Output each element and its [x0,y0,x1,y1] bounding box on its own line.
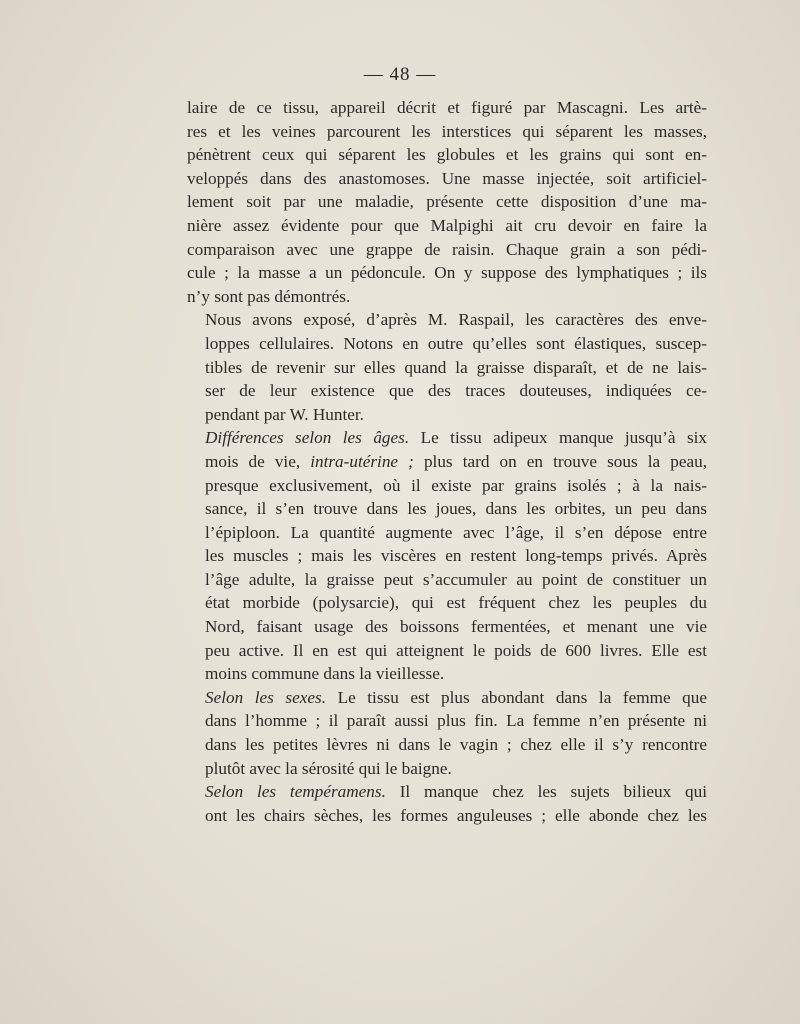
text-line [187,686,707,710]
text-line [187,143,707,167]
text-run: dans les petites lèvres ni dans le vagin ; chez elle il s’y rencontre [205,735,707,755]
italic-run: intra-utérine ; [310,451,414,471]
text-run: comparaison avec une grappe de raisin. Chaque grain a son pédi- [187,239,707,259]
text-line [187,238,707,262]
text-line [187,356,707,380]
text-line [187,379,707,403]
text-run: moins commune dans la vieillesse. [205,664,445,684]
text-run: peu active. Il en est qui atteignent le poids de 600 livres. Elle est [205,640,707,660]
text-run: pénètrent ceux qui séparent les globules et les grains qui sont en- [187,145,707,165]
text-run: Nord, faisant usage des boissons fermentées, et menant une vie [205,617,707,637]
text-line [187,261,707,285]
text-line [187,497,707,521]
text-line [187,403,707,427]
text-line [187,450,707,474]
text-run: loppes cellulaires. Notons en outre qu’elles sont élastiques, suscep- [205,333,707,353]
text-run: pendant par W. Hunter. [205,404,364,424]
text-run: l’âge adulte, la graisse peut s’accumuler au point de constituer un [205,569,707,589]
text-run: Le tissu adipeux manque jusqu’à six [409,428,707,448]
italic-run: Différences selon les âges. [205,428,410,448]
text-run: res et les veines parcourent les interstices qui séparent les masses, [187,121,707,141]
text-line [187,120,707,144]
paragraph [187,686,707,780]
text-line [187,757,707,781]
text-line [187,474,707,498]
text-run: mois de vie, [205,451,311,471]
text-run: les muscles ; mais les viscères en restent long-temps privés. Après [205,546,707,566]
text-run: nière assez évidente pour que Malpighi ait cru devoir en faire la [187,215,707,235]
text-line [187,214,707,238]
text-line [187,521,707,545]
text-line [187,190,707,214]
text-run: ont les chairs sèches, les formes anguleuses ; elle abonde chez les [205,805,707,825]
text-line [187,96,707,120]
text-run: sance, il s’en trouve dans les joues, dans les orbites, un peu dans [205,499,707,519]
text-line [187,167,707,191]
italic-run: Selon les sexes. [205,687,326,707]
text-line [187,332,707,356]
text-line [187,308,707,332]
text-run: Nous avons exposé, d’après M. Raspail, les caractères des enve- [205,310,707,330]
text-run: plus tard on en trouve sous la peau, [413,451,707,471]
text-run: n’y sont pas démontrés. [187,286,351,306]
paragraph [187,780,707,827]
text-line [187,780,707,804]
text-run: ser de leur existence que des traces douteuses, indiquées ce- [205,381,707,401]
text-line [187,804,707,828]
text-line [187,615,707,639]
text-line [187,285,707,309]
text-line [187,639,707,663]
text-run: dans l’homme ; il paraît aussi plus fin. La femme n’en présente ni [205,711,707,731]
text-run: laire de ce tissu, appareil décrit et figuré par Mascagni. Les artè- [187,98,707,117]
text-run: veloppés dans des anastomoses. Une masse injectée, soit artificiel- [187,168,707,188]
text-line [187,426,707,450]
text-line [187,591,707,615]
text-run: plutôt avec la sérosité qui le baigne. [205,758,452,778]
text-run: tibles de revenir sur elles quand la graisse disparaît, et de ne lais- [205,357,707,377]
text-line [187,662,707,686]
text-run: Il manque chez les sujets bilieux qui [385,782,707,802]
text-run: Le tissu est plus abondant dans la femme que [326,687,708,707]
italic-run: Selon les tempéramens. [205,782,386,802]
text-run: l’épiploon. La quantité augmente avec l’âge, il s’en dépose entre [205,522,707,542]
text-run: lement soit par une maladie, présente cette disposition d’une ma- [187,192,707,212]
page-number: — 48 — [363,64,437,85]
text-line [187,544,707,568]
paragraph [187,426,707,686]
body-text [187,96,707,827]
text-run: état morbide (polysarcie), qui est fréquent chez les peuples du [205,593,707,613]
text-run: cule ; la masse a un pédoncule. On y suppose des lymphatiques ; ils [187,263,707,283]
text-line [187,709,707,733]
paragraph [187,96,707,308]
paragraph [187,308,707,426]
text-run: presque exclusivement, où il existe par grains isolés ; à la nais- [205,475,707,495]
text-line [187,568,707,592]
text-line [187,733,707,757]
